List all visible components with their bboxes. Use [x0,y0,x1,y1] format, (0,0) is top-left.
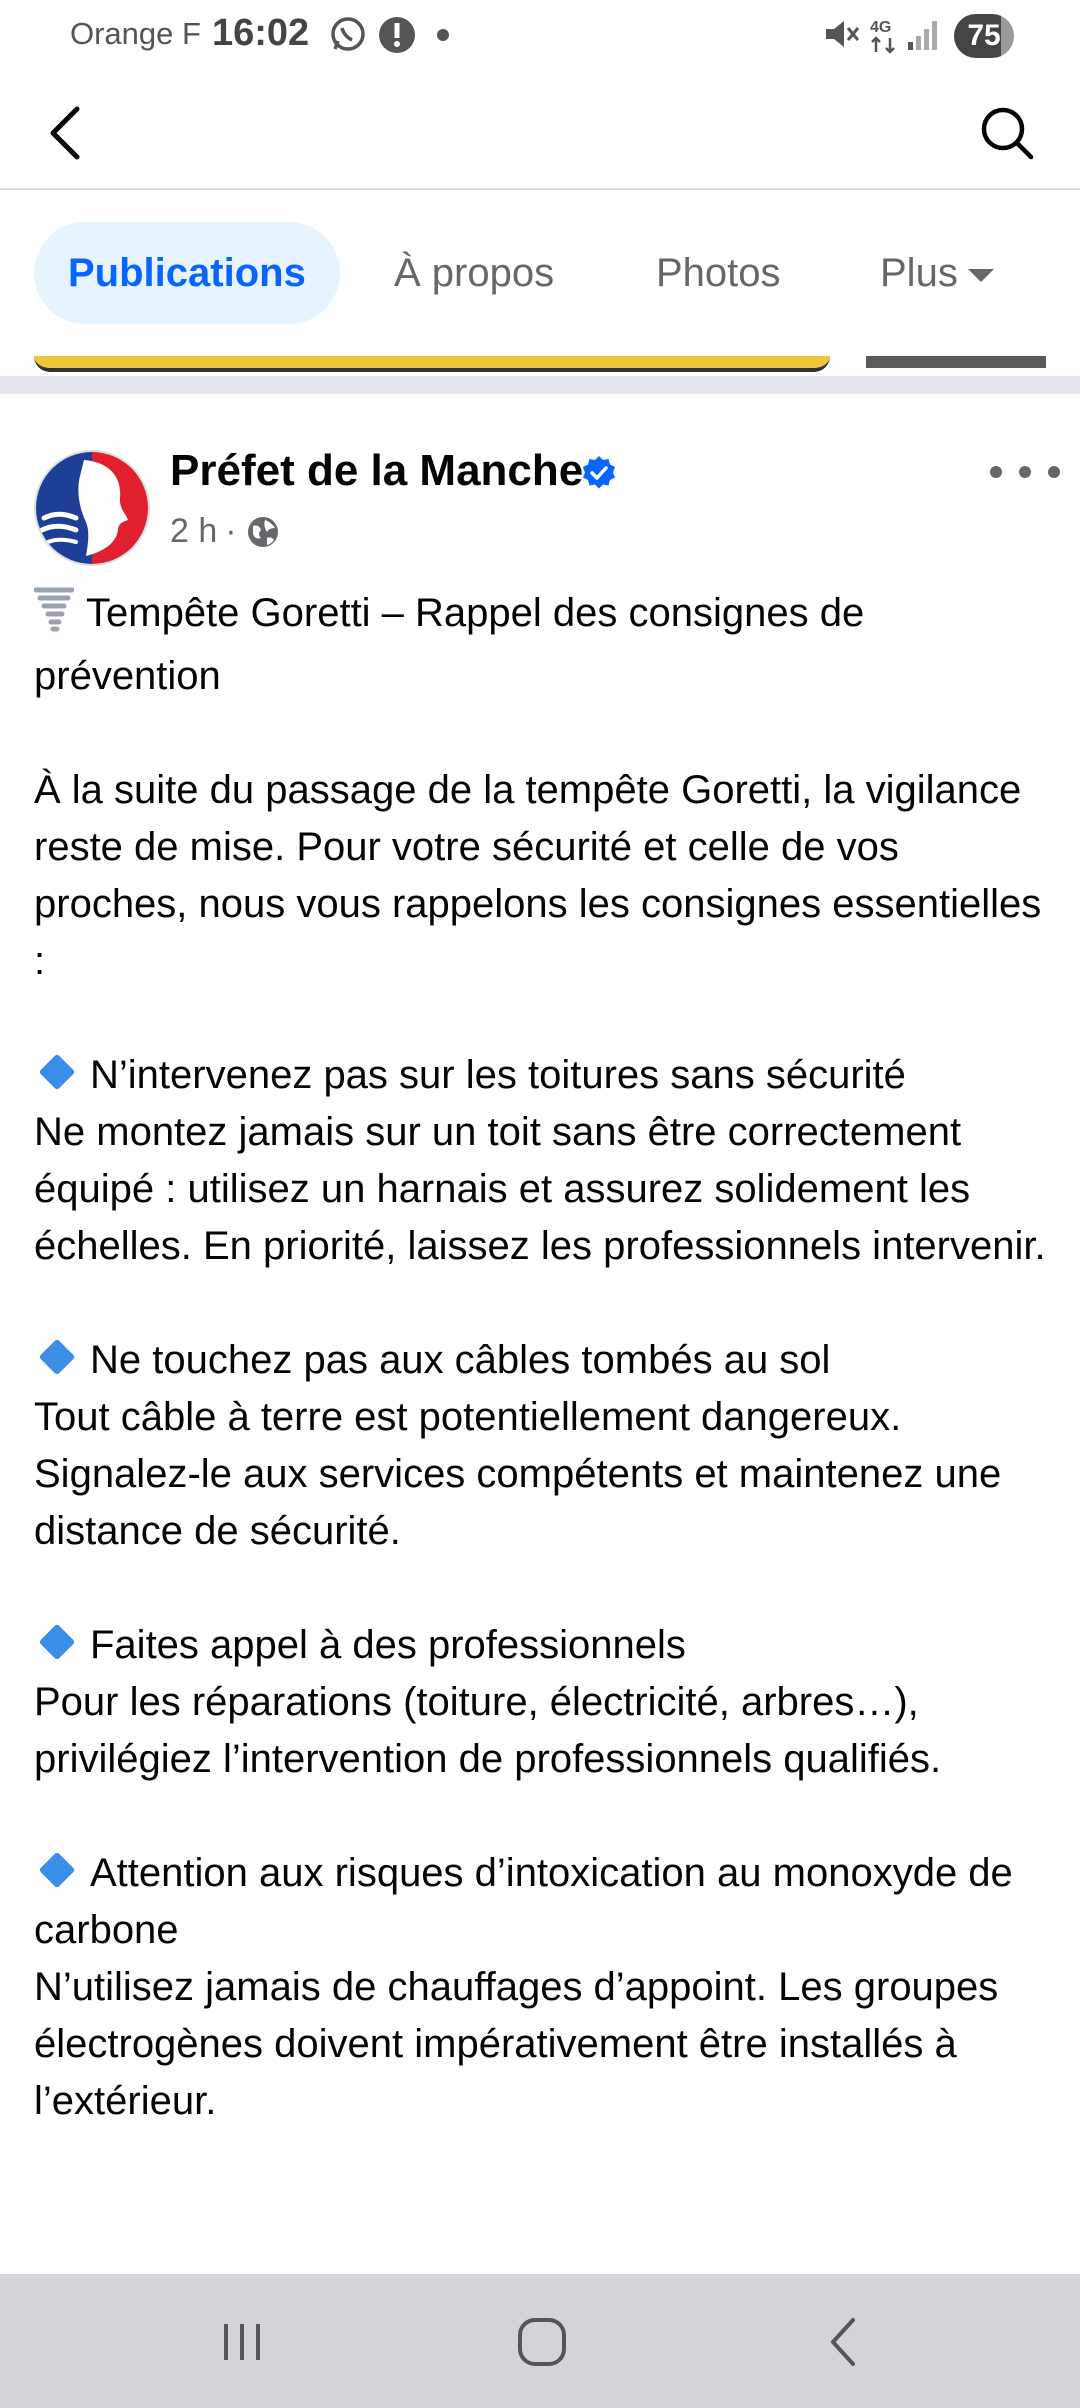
avatar[interactable] [34,450,150,566]
post-title-text: Tempête Goretti – Rappel des consignes de prévention [34,591,865,698]
post-body [34,584,1054,2130]
post-item-heading: Attention aux risques d’intoxication au monoxyde de carbone [34,1851,1013,1952]
battery-indicator: 75 [954,14,1014,58]
tornado-icon [34,584,74,648]
search-icon [979,105,1035,161]
home-icon [516,2316,568,2368]
post-options-button[interactable] [990,450,1060,494]
blue-diamond-icon [39,1054,76,1091]
mute-icon [820,14,860,59]
status-bar [0,0,1080,72]
tab-photos[interactable]: Photos [656,251,781,295]
system-nav-bar [0,2274,1080,2408]
home-button[interactable] [510,2310,574,2374]
post-time[interactable]: 2 h [170,512,218,550]
post-meta [170,512,281,551]
post-item-text: Pour les réparations (toiture, électricité, arbres…), privilégiez l’intervention de professionnels qualifiés. [34,1680,942,1781]
meta-separator: · [225,512,237,550]
system-back-button[interactable] [818,2310,868,2374]
more-dot-icon [1019,466,1031,478]
post-author-name[interactable]: Préfet de la Manche [170,446,584,495]
profile-tabs [0,190,1080,358]
blue-diamond-icon [39,1852,76,1889]
post-item-text: Ne montez jamais sur un toit sans être correctement équipé : utilisez un harnais et assurez solidement les échelles. En priorité, laissez les professionnels intervenir. [34,1110,1046,1268]
post-item-heading: N’intervenez pas sur les toitures sans sécurité [90,1053,906,1097]
post-title [34,584,1054,705]
post-item-text: N’utilisez jamais de chauffages d’appoint. Les groupes électrogènes doivent impérativement être installés à l’extérieur. [34,1965,999,2123]
feed-divider [0,376,1080,394]
carrier-label: Orange F [70,16,201,51]
tab-more-label: Plus [880,251,958,295]
verified-badge-icon [580,454,618,497]
post-item-heading: Faites appel à des professionnels [90,1623,686,1667]
post-item [34,1617,1054,1788]
more-dot-icon [1048,466,1060,478]
blue-diamond-icon [39,1624,76,1661]
tab-about[interactable]: À propos [394,251,555,295]
marianne-logo-icon [36,452,148,564]
alert-notification-icon [376,14,418,61]
caret-down-icon [968,269,994,282]
previous-post-image-edge-2 [866,356,1046,368]
app-header [0,72,1080,190]
post-item-heading: Ne touchez pas aux câbles tombés au sol [90,1338,831,1382]
post-item [34,1332,1054,1560]
blue-diamond-icon [39,1339,76,1376]
post-intro: À la suite du passage de la tempête Goretti, la vigilance reste de mise. Pour votre sécurité et celle de vos proches, nous vous rappelons les consignes essentielles : [34,768,1042,983]
tab-more[interactable] [880,222,994,324]
recent-apps-icon [218,2318,266,2366]
post-item [34,1845,1054,2130]
back-arrow-icon [45,105,85,161]
post-item [34,1047,1054,1275]
system-back-icon [825,2316,861,2368]
more-notifications-dot-icon [436,28,450,47]
signal-icon [906,18,942,57]
network-4g-icon [868,16,904,61]
globe-icon [245,514,281,550]
previous-post-image-edge [34,356,830,372]
more-dot-icon [990,466,1002,478]
recent-apps-button[interactable] [212,2310,272,2374]
back-button[interactable] [30,98,100,168]
tab-publications[interactable]: Publications [34,222,340,324]
whatsapp-icon [328,14,368,59]
status-time: 16:02 [212,12,310,54]
search-button[interactable] [972,98,1042,168]
network-label: 4G [870,19,892,36]
post-item-text: Tout câble à terre est potentiellement dangereux. Signalez-le aux services compétents et maintenez une distance de sécurité. [34,1395,1002,1553]
